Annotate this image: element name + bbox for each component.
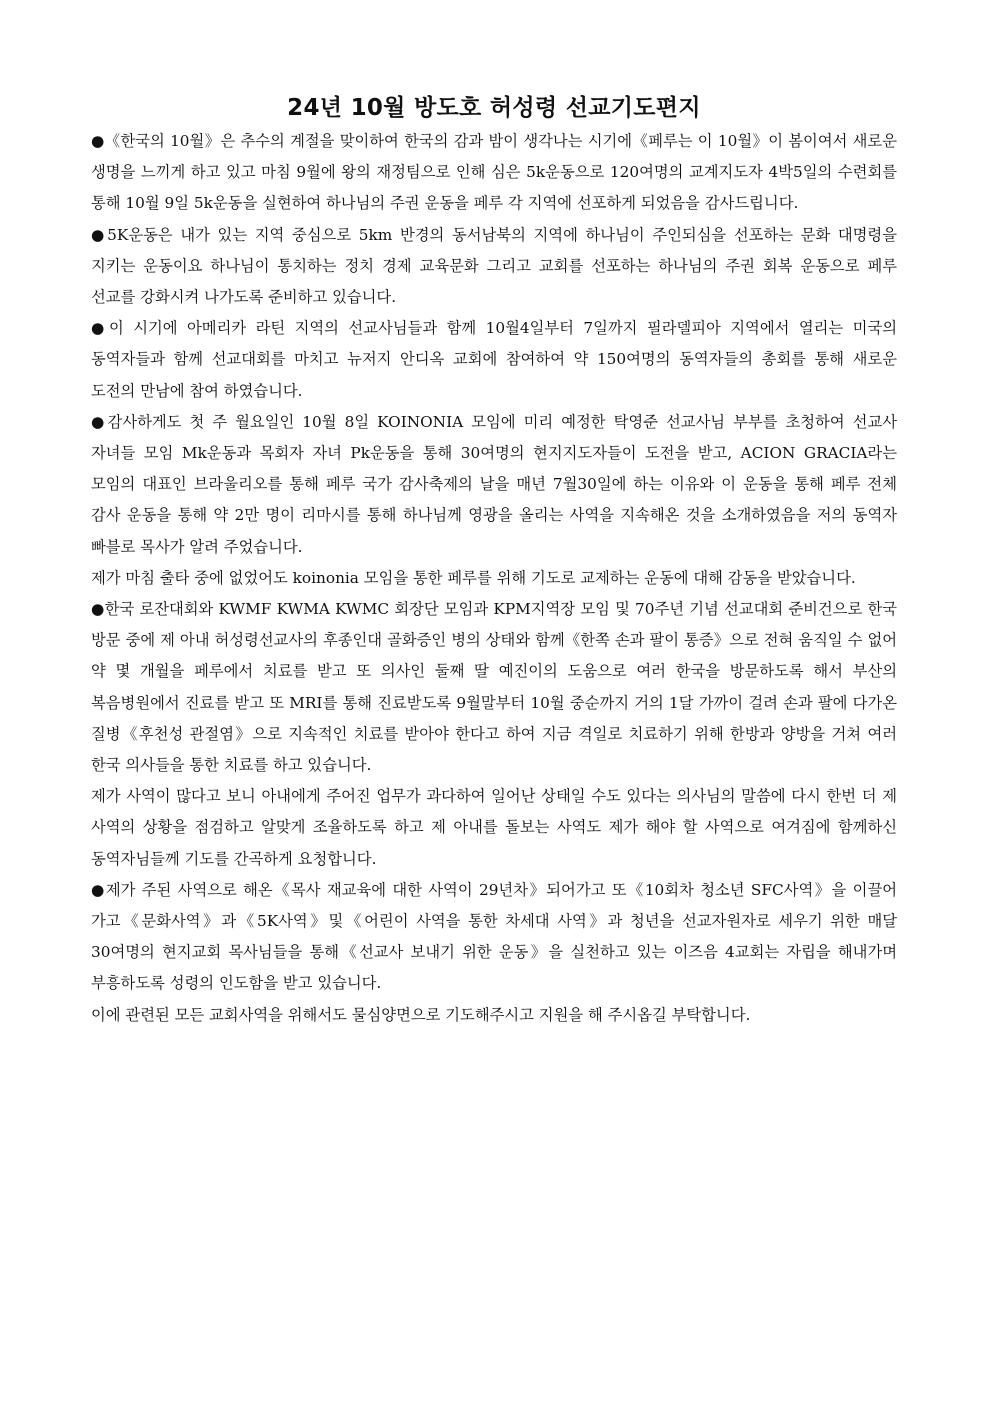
- paragraph-main-ministries: ●제가 주된 사역으로 해온《목사 재교육에 대한 사역이 29년차》되어가고 또《10회차 청소년 SFC사역》을 이끌어 가고《문화사역》과《5K사역》및《어린이 사역을 통한 차세대 사역》과 청년을 선교자원자로 세우기 위한 매달 30여명의 현지교회 목사님들을 통해《선교사 보내기 위한 운동》을 실천하고 있는 이즈음 4교회는 자립을 해내가며 부흥하도록 성령의 인도함을 받고 있습니다.: [91, 880, 897, 993]
- paragraph-prayer-request: 제가 사역이 많다고 보니 아내에게 주어진 업무가 과다하여 일어난 상태일 수도 있다는 의사님의 말씀에 다시 한번 더 제 사역의 상황을 점검하고 알맞게 조율하도록 하고 제 아내를 돌보는 사역도 제가 해야 할 사역으로 여겨짐에 함께하신 동역자님들께 기도를 간곡하게 요청합니다.: [91, 787, 897, 868]
- paragraph-koinonia-note: 제가 마침 출타 중에 없었어도 koinonia 모임을 통한 페루를 위해 기도로 교제하는 운동에 대해 감동을 받았습니다.: [91, 568, 856, 587]
- letter-title: 24년 10월 방도호 허성령 선교기도편지: [287, 95, 701, 121]
- paragraph-closing-request: 이에 관련된 모든 교회사역을 위해서도 물심양면으로 기도해주시고 지원을 해 주시옵길 부탁합니다.: [91, 1005, 751, 1024]
- paragraph-korea-visit-health: ●한국 로잔대회와 KWMF KWMA KWMC 회장단 모임과 KPM지역장 모임 및 70주년 기념 선교대회 준비건으로 한국 방문 중에 제 아내 허성령선교사의 후종인대 골화증인 병의 상태와 함께《한쪽 손과 팔이 통증》으로 전혀 움직일 수 없어 약 몇 개월을 페루에서 치료를 받고 또 의사인 둘째 딸 예진이의 도움으로 여러 한국을 방문하도록 해서 부산의 복음병원에서 진료를 받고 또 MRI를 통해 진료받도록 9월말부터 10월 중순까지 거의 1달 가까이 걸려 손과 팔에 다가온 질병《후천성 관절염》으로 지속적인 치료를 받아야 한다고 하여 지금 격일로 치료하기 위해 한방과 양방을 거쳐 여러 한국 의사들을 통한 치료를 하고 있습니다.: [91, 600, 897, 775]
- paragraph-philadelphia-conference: ●이 시기에 아메리카 라틴 지역의 선교사님들과 함께 10월4일부터 7일까지 필라델피아 지역에서 열리는 미국의 동역자들과 함께 선교대회를 마치고 뉴저지 안디옥 교회에 참여하여 약 150여명의 동역자들의 총회를 통해 새로운 도전의 만남에 참여 하였습니다.: [91, 319, 897, 400]
- paragraph-koinonia-meeting: ●감사하게도 첫 주 월요일인 10월 8일 KOINONIA 모임에 미리 예정한 탁영준 선교사님 부부를 초청하여 선교사 자녀들 모임 Mk운동과 목회자 자녀 Pk운동을 통해 30여명의 현지지도자들이 도전을 받고, ACION GRACIA라는 모임의 대표인 브라울리오를 통해 페루 국가 감사축제의 날을 매년 7월30일에 하는 이유와 이 운동을 통해 페루 전체 감사 운동을 통해 약 2만 명이 리마시를 통해 하나님께 영광을 올리는 사역을 지속해온 것을 소개하였음을 저의 동역자 빠블로 목사가 알려 주었습니다.: [91, 412, 897, 556]
- letter-body: [91, 126, 897, 1031]
- letter-page: [91, 92, 897, 1031]
- paragraph-korean-october: ●《한국의 10월》은 추수의 계절을 맞이하여 한국의 감과 밤이 생각나는 시기에《페루는 이 10월》이 봄이여서 새로운 생명을 느끼게 하고 있고 마침 9월에 왕의 재정팀으로 인해 심은 5k운동으로 120여명의 교계지도자 4박5일의 수련회를 통해 10월 9일 5k운동을 실현하여 하나님의 주권 운동을 페루 각 지역에 선포하게 되었음을 감사드립니다.: [91, 132, 897, 213]
- paragraph-5k-movement: ●5K운동은 내가 있는 지역 중심으로 5km 반경의 동서남북의 지역에 하나님이 주인되심을 선포하는 문화 대명령을 지키는 운동이요 하나님이 통치하는 정치 경제 교육문화 그리고 교회를 선포하는 하나님의 주권 회복 운동으로 페루 선교를 강화시켜 나가도록 준비하고 있습니다.: [91, 225, 897, 307]
